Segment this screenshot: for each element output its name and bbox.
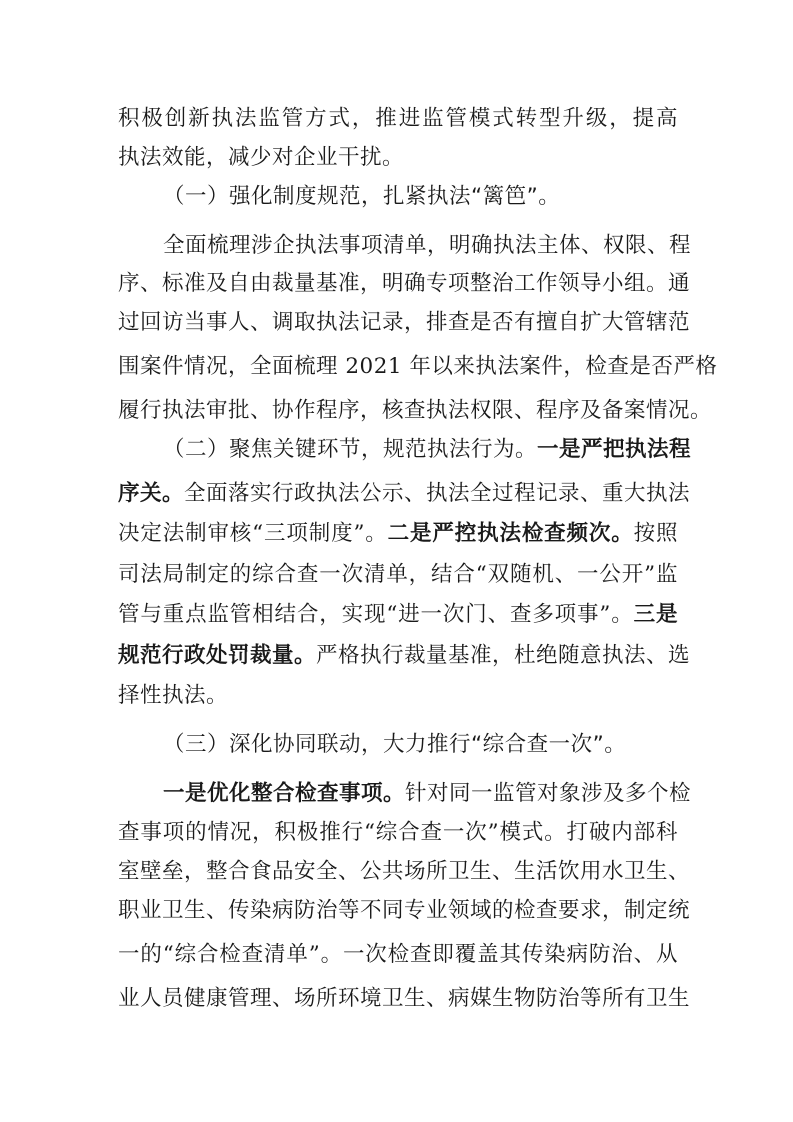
text-line — [118, 641, 691, 671]
bold-phrase: 规范行政处罚裁量。 — [118, 643, 317, 668]
text-line — [163, 435, 692, 465]
text-line: 履行执法审批、协作程序，核查执法权限、程序及备案情况。 — [118, 398, 713, 423]
section-heading-3: （三）深化协同联动，大力推行“综合查一次”。 — [163, 732, 627, 757]
text-line: 序、标准及自由裁量基准，明确专项整治工作领导小组。通 — [118, 271, 691, 296]
text-line: 业人员健康管理、场所环境卫生、病媒生物防治等所有卫生 — [118, 986, 691, 1011]
text-run: 决定法制审核“三项制度”。 — [118, 521, 388, 546]
text-line: 过回访当事人、调取执法记录，排查是否有擅自扩大管辖范 — [118, 310, 691, 335]
bold-phrase: 一是优化整合检查事项。 — [163, 781, 406, 806]
text-line: 积极创新执法监管方式，推进监管模式转型升级，提高 — [118, 106, 678, 131]
text-line — [163, 779, 692, 809]
section-heading-1: （一）强化制度规范，扎紧执法“篱笆”。 — [163, 184, 561, 209]
text-run: 针对同一监管对象涉及多个检 — [405, 781, 692, 806]
text-line: 一的“综合检查清单”。一次检查即覆盖其传染病防治、从 — [118, 942, 678, 967]
text-line: 择性执法。 — [118, 683, 229, 708]
text-line — [118, 600, 678, 630]
text-line: 司法局制定的综合查一次清单，结合“双随机、一公开”监 — [118, 562, 678, 587]
bold-phrase: 序关。 — [118, 481, 185, 506]
text-run: 严格执行裁量基准，杜绝随意执法、选 — [316, 643, 691, 668]
text-line: 围案件情况，全面梳理 2021 年以来执法案件，检查是否严格 — [118, 354, 718, 379]
text-line — [118, 519, 678, 549]
text-line — [118, 479, 691, 509]
text-line: 执法效能，减少对企业干扰。 — [118, 145, 405, 170]
bold-phrase: 二是严控执法检查频次。 — [387, 521, 634, 546]
bold-phrase: 一是严把执法程 — [537, 437, 692, 462]
text-line: 职业卫生、传染病防治等不同专业领域的检查要求，制定统 — [118, 898, 691, 923]
text-line: 室壁垒，整合食品安全、公共场所卫生、生活饮用水卫生、 — [118, 859, 691, 884]
section-heading-2: （二）聚焦关键环节，规范执法行为。 — [163, 437, 538, 462]
text-run: 全面落实行政执法公示、执法全过程记录、重大执法 — [184, 481, 691, 506]
bold-phrase: 三是 — [633, 602, 678, 627]
text-run: 按照 — [633, 521, 678, 546]
text-run: 管与重点监管相结合，实现“进一次门、查多项事”。 — [118, 602, 634, 627]
text-line: 全面梳理涉企执法事项清单，明确执法主体、权限、程 — [163, 233, 692, 258]
text-line: 查事项的情况，积极推行“综合查一次”模式。打破内部科 — [118, 820, 678, 845]
